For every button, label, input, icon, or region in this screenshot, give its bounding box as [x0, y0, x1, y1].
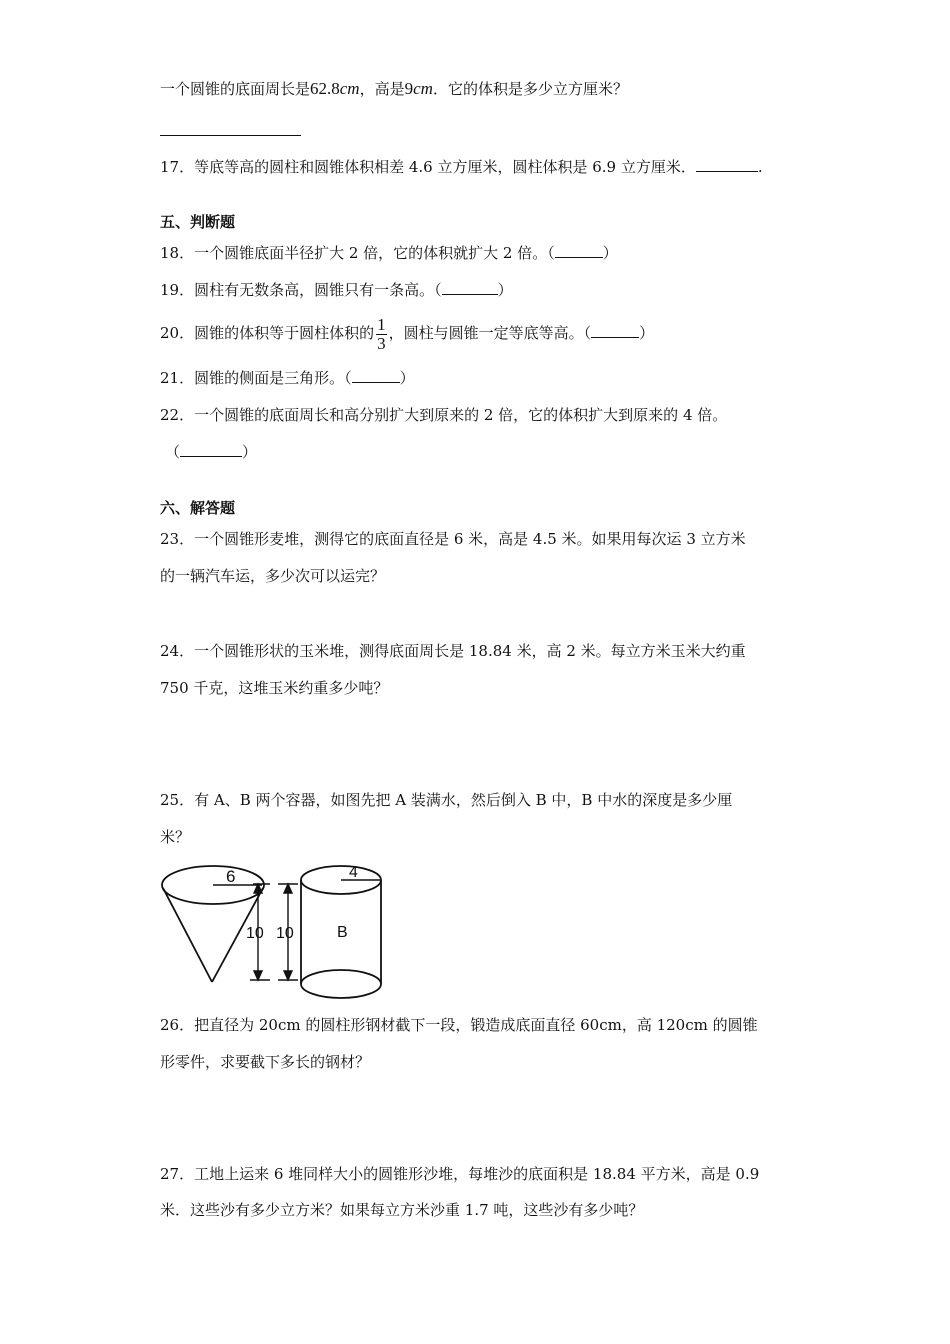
q18-answer-blank[interactable] — [555, 243, 603, 258]
q20-text-pre: 20．圆锥的体积等于圆柱体积的 — [160, 324, 375, 342]
question-23-line2: 的一辆汽车运，多少次可以运完？ — [160, 567, 386, 585]
q21-text: 21．圆锥的侧面是三角形。（ — [160, 369, 352, 387]
q16-text-pre: 一个圆锥的底面周长是 — [160, 80, 311, 98]
question-25-line1: 25．有 A、B 两个容器，如图先把 A 装满水，然后倒入 B 中，B 中水的深度是多少厘 — [160, 791, 733, 809]
question-26-line1: 26．把直径为 20cm 的圆柱形钢材截下一段，锻造成底面直径 60cm，高 120cm 的圆锥 — [160, 1016, 758, 1034]
q17-text: 17．等底等高的圆柱和圆锥体积相差 4.6 立方厘米，圆柱体积是 6.9 立方厘米． — [160, 158, 696, 176]
q22-close: ） — [242, 443, 258, 461]
q20-fraction-numerator: 1 — [377, 314, 386, 334]
q20-fraction — [376, 316, 387, 353]
question-27-line2: 米．这些沙有多少立方米？如果每立方米沙重 1.7 吨，这些沙有多少吨？ — [160, 1201, 644, 1219]
question-22-answer-line — [165, 441, 257, 463]
q16-circumference: 62.8 — [310, 79, 340, 98]
q16-text-post: ．它的体积是多少立方厘米？ — [432, 80, 628, 98]
q20-close: ） — [639, 324, 655, 342]
q21-answer-blank[interactable] — [352, 368, 400, 383]
q21-close: ） — [399, 369, 415, 387]
section-5-title: 五、判断题 — [160, 213, 236, 231]
q18-text: 18．一个圆锥底面半径扩大 2 倍，它的体积就扩大 2 倍。（ — [160, 244, 555, 262]
cone-height-label: 10 — [246, 925, 264, 942]
q22-open: （ — [165, 443, 181, 461]
q17-answer-blank[interactable] — [696, 157, 758, 172]
q17-end: . — [757, 158, 763, 176]
question-16 — [160, 78, 628, 100]
q20-fraction-denominator: 3 — [377, 333, 386, 353]
question-17 — [160, 156, 763, 178]
q22-line1: 22．一个圆锥的底面周长和高分别扩大到原来的 2 倍，它的体积扩大到原来的 4 倍。 — [160, 406, 728, 424]
question-21 — [160, 367, 415, 389]
q19-answer-blank[interactable] — [442, 280, 498, 295]
cylinder-radius-label: 4 — [349, 864, 358, 881]
question-25-line2: 米？ — [160, 828, 191, 846]
question-24-line1: 24．一个圆锥形状的玉米堆，测得底面周长是 18.84 米，高 2 米。每立方米玉米大约重 — [160, 642, 746, 660]
q16-answer-blank[interactable] — [160, 135, 301, 136]
q19-text: 19．圆柱有无数条高，圆锥只有一条高。（ — [160, 281, 442, 299]
question-19 — [160, 279, 513, 301]
q20-answer-blank[interactable] — [591, 323, 639, 338]
cylinder-height-label: 10 — [276, 925, 294, 942]
question-26-line2: 形零件，求要截下多长的钢材？ — [160, 1053, 371, 1071]
section-6-title: 六、解答题 — [160, 499, 236, 517]
q19-close: ） — [497, 281, 513, 299]
q20-text-post: ，圆柱与圆锥一定等底等高。（ — [388, 324, 592, 342]
q16-text-mid: ，高是 — [359, 80, 405, 98]
q25-figure — [158, 862, 388, 1004]
question-20 — [160, 312, 654, 354]
cone-a — [162, 866, 264, 982]
q18-close: ） — [602, 244, 618, 262]
q16-height: 9 — [404, 79, 414, 98]
question-22 — [160, 404, 727, 426]
question-18 — [160, 242, 618, 264]
question-24-line2: 750 千克，这堆玉米约重多少吨？ — [160, 679, 389, 697]
q22-answer-blank[interactable] — [180, 442, 242, 457]
q16-unit-2: cm — [413, 79, 433, 98]
question-27-line1: 27．工地上运来 6 堆同样大小的圆锥形沙堆，每堆沙的底面积是 18.84 平方米，高是 0.9 — [160, 1165, 760, 1183]
question-23-line1: 23．一个圆锥形麦堆，测得它的底面直径是 6 米，高是 4.5 米。如果用每次运 3 立方米 — [160, 530, 746, 548]
cone-radius-label: 6 — [226, 867, 236, 886]
cylinder-b-label: B — [337, 924, 348, 941]
q16-unit-1: cm — [339, 79, 360, 98]
